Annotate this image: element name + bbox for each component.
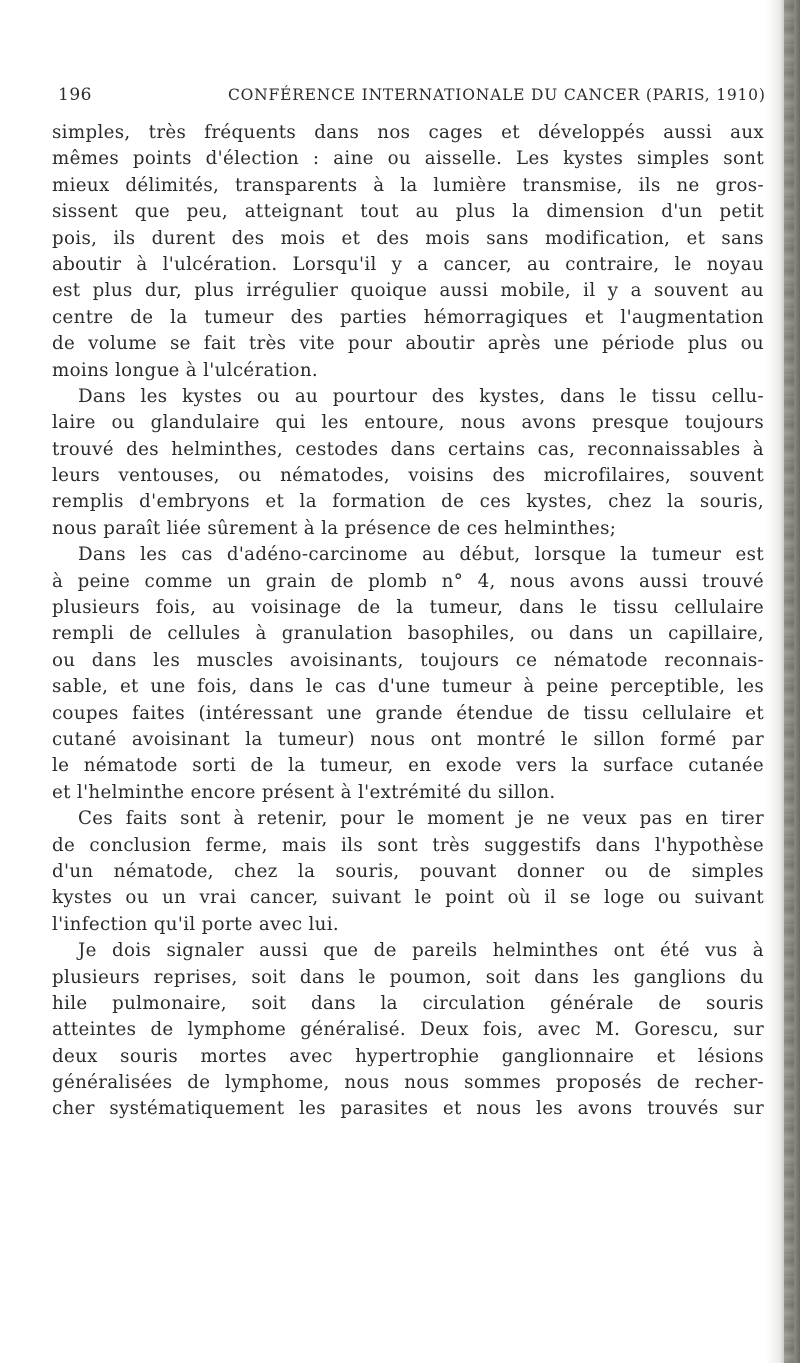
text-line: l'infection qu'il porte avec lui. bbox=[52, 913, 340, 935]
text-line: coupes faites (intéressant une grande étendue de tissu cellulaire et bbox=[52, 702, 764, 724]
text-line: Dans les cas d'adéno-carcinome au début, lorsque la tumeur est bbox=[78, 544, 764, 566]
text-line: cutané avoisinant la tumeur) nous ont montré le sillon formé par bbox=[52, 728, 764, 750]
binding-edge bbox=[784, 0, 794, 1363]
text-line: sable, et une fois, dans le cas d'une tumeur à peine perceptible, les bbox=[52, 676, 764, 698]
text-line: plusieurs fois, au voisinage de la tumeur, dans le tissu cellulaire bbox=[52, 597, 764, 619]
text-line: le nématode sorti de la tumeur, en exode vers la surface cutanée bbox=[52, 755, 764, 777]
text-line: hile pulmonaire, soit dans la circulation générale de souris bbox=[52, 992, 764, 1014]
text-line: sissent que peu, atteignant tout au plus la dimension d'un petit bbox=[52, 201, 764, 223]
text-line: laire ou glandulaire qui les entoure, nous avons presque toujours bbox=[52, 412, 764, 434]
text-line: centre de la tumeur des parties hémorragiques et l'augmentation bbox=[52, 306, 764, 328]
text-line: plusieurs reprises, soit dans le poumon, soit dans les ganglions du bbox=[52, 966, 764, 988]
text-line: Ces faits sont à retenir, pour le moment je ne veux pas en tirer bbox=[78, 808, 764, 830]
text-line: généralisées de lymphome, nous nous sommes proposés de recher- bbox=[52, 1072, 764, 1094]
text-line: ou dans les muscles avoisinants, toujours ce nématode reconnais- bbox=[52, 649, 764, 671]
text-line: moins longue à l'ulcération. bbox=[52, 359, 319, 381]
text-line: rempli de cellules à granulation basophiles, ou dans un capillaire, bbox=[52, 623, 764, 645]
text-line: kystes ou un vrai cancer, suivant le point où il se loge ou suivant bbox=[52, 887, 764, 909]
text-line: mêmes points d'élection : aine ou aisselle. Les kystes simples sont bbox=[52, 148, 764, 170]
body-text bbox=[52, 120, 764, 1123]
text-line: trouvé des helminthes, cestodes dans certains cas, reconnaissables à bbox=[52, 438, 764, 460]
text-line: simples, très fréquents dans nos cages et développés aussi aux bbox=[52, 122, 764, 143]
text-line: pois, ils durent des mois et des mois sans modification, et sans bbox=[52, 227, 764, 249]
text-line: cher systématiquement les parasites et nous les avons trouvés sur bbox=[52, 1098, 764, 1120]
text-line: de conclusion ferme, mais ils sont très suggestifs dans l'hypothèse bbox=[52, 834, 764, 856]
text-line: à peine comme un grain de plomb n° 4, nous avons aussi trouvé bbox=[52, 570, 764, 592]
page-header bbox=[58, 85, 766, 113]
text-line: leurs ventouses, ou nématodes, voisins des microfilaires, souvent bbox=[52, 465, 764, 487]
text-line: Je dois signaler aussi que de pareils helminthes ont été vus à bbox=[78, 940, 764, 962]
text-line: remplis d'embryons et la formation de ces kystes, chez la souris, bbox=[52, 491, 764, 513]
running-title: CONFÉRENCE INTERNATIONALE DU CANCER (PARIS, 1910) bbox=[228, 86, 766, 104]
page-edge-shadow bbox=[766, 0, 800, 1363]
text-line: aboutir à l'ulcération. Lorsqu'il y a cancer, au contraire, le noyau bbox=[52, 253, 764, 275]
page-number: 196 bbox=[58, 85, 92, 105]
text-line: Dans les kystes ou au pourtour des kystes, dans le tissu cellu- bbox=[78, 385, 764, 407]
text-line: est plus dur, plus irrégulier quoique aussi mobile, il y a souvent au bbox=[52, 280, 764, 302]
text-line: d'un nématode, chez la souris, pouvant donner ou de simples bbox=[52, 860, 764, 882]
text-line: et l'helminthe encore présent à l'extrémité du sillon. bbox=[52, 781, 556, 803]
text-line: atteintes de lymphome généralisé. Deux fois, avec M. Gorescu, sur bbox=[52, 1019, 764, 1041]
text-line: nous paraît liée sûrement à la présence de ces helminthes; bbox=[52, 517, 617, 539]
text-line: deux souris mortes avec hypertrophie ganglionnaire et lésions bbox=[52, 1045, 764, 1067]
text-line: de volume se fait très vite pour aboutir après une période plus ou bbox=[52, 333, 764, 355]
text-line: mieux délimités, transparents à la lumière transmise, ils ne gros- bbox=[52, 174, 764, 196]
